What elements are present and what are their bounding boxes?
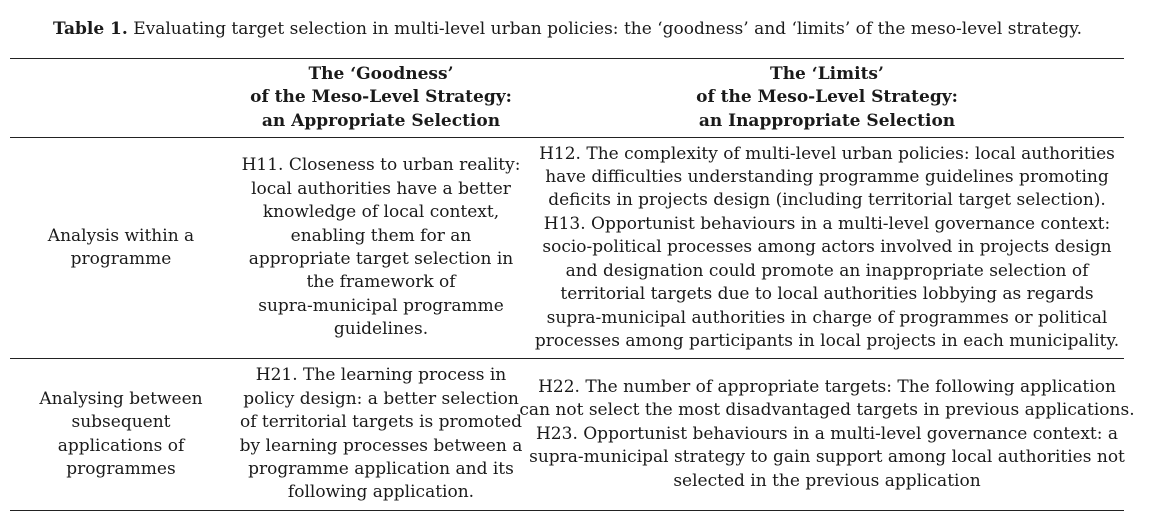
limits-line: and designation could promote an inappropriate selection of (565, 260, 1089, 281)
limits-line: can not select the most disadvantaged targets in previous applications. (519, 400, 1135, 421)
goodness-line: the framework of (306, 272, 456, 293)
table-row (10, 358, 1135, 510)
table-caption-label: Table 1. (52, 19, 128, 39)
goodness-cell (232, 359, 530, 510)
header-goodness-cell (232, 59, 530, 137)
header-limits-line: an Inappropriate Selection (698, 110, 956, 131)
goodness-line: enabling them for an (290, 225, 472, 246)
row-label-line: programme (70, 249, 172, 269)
header-limits-cell (530, 59, 1124, 137)
goodness-line: by learning processes between a (239, 435, 523, 456)
limits-line: supra-municipal strategy to gain support among local authorities not (529, 447, 1125, 468)
goodness-line: following application. (287, 482, 475, 503)
header-limits-line: of the Meso-Level Strategy: (696, 87, 958, 108)
header-limits-line: The ‘Limits’ (770, 63, 884, 84)
table-row (10, 137, 1124, 358)
header-empty-cell (10, 59, 232, 137)
limits-cell (519, 359, 1135, 510)
limits-line: H13. Opportunist behaviours in a multi-level governance context: (543, 213, 1111, 234)
row-label-line: applications of (57, 435, 185, 456)
limits-line: processes among participants in local projects in each municipality. (534, 330, 1120, 351)
goodness-line: H21. The learning process in (255, 365, 507, 386)
goodness-line: knowledge of local context, (262, 202, 500, 223)
evaluation-table (10, 58, 1135, 511)
goodness-line: programme application and its (248, 458, 514, 479)
limits-line: supra-municipal authorities in charge of programmes or political (546, 307, 1108, 328)
goodness-cell (232, 138, 530, 358)
header-goodness-line: The ‘Goodness’ (308, 63, 454, 84)
limits-line: selected in the previous application (673, 470, 981, 491)
goodness-line: appropriate target selection in (248, 249, 514, 269)
row-label-line: subsequent (71, 412, 171, 433)
goodness-line: supra-municipal programme (258, 295, 504, 316)
table-caption-text: Evaluating target selection in multi-level urban policies: the ‘goodness’ and ‘limits’ of the meso-level strategy. (127, 19, 1083, 39)
goodness-line: local authorities have a better (251, 178, 511, 199)
table-header-row (10, 59, 1124, 137)
goodness-line: guidelines. (333, 319, 429, 340)
goodness-line: policy design: a better selection (243, 388, 519, 409)
row-label-cell (10, 359, 232, 510)
table-caption (0, 18, 1135, 40)
limits-line: H22. The number of appropriate targets: The following application (538, 376, 1116, 397)
row-label-line: Analysing between (39, 388, 203, 409)
limits-line: deficits in projects design (including territorial target selection). (548, 190, 1106, 211)
limits-line: territorial targets due to local authorities lobbying as regards (560, 284, 1094, 305)
header-goodness-line: an Appropriate Selection (261, 110, 501, 131)
limits-line: socio-political processes among actors involved in projects design (542, 237, 1112, 258)
limits-line: H12. The complexity of multi-level urban policies: local authorities (539, 143, 1115, 164)
limits-line: have difficulties understanding programme guidelines promoting (545, 167, 1109, 188)
goodness-line: H11. Closeness to urban reality: (241, 155, 521, 176)
limits-line: H23. Opportunist behaviours in a multi-level governance context: a (535, 423, 1119, 444)
row-label-line: programmes (66, 458, 176, 479)
header-goodness-line: of the Meso-Level Strategy: (250, 87, 512, 108)
limits-cell (530, 138, 1124, 358)
row-label-cell (10, 138, 232, 358)
row-label-line: Analysis within a (47, 225, 195, 246)
goodness-line: of territorial targets is promoted (239, 412, 523, 433)
